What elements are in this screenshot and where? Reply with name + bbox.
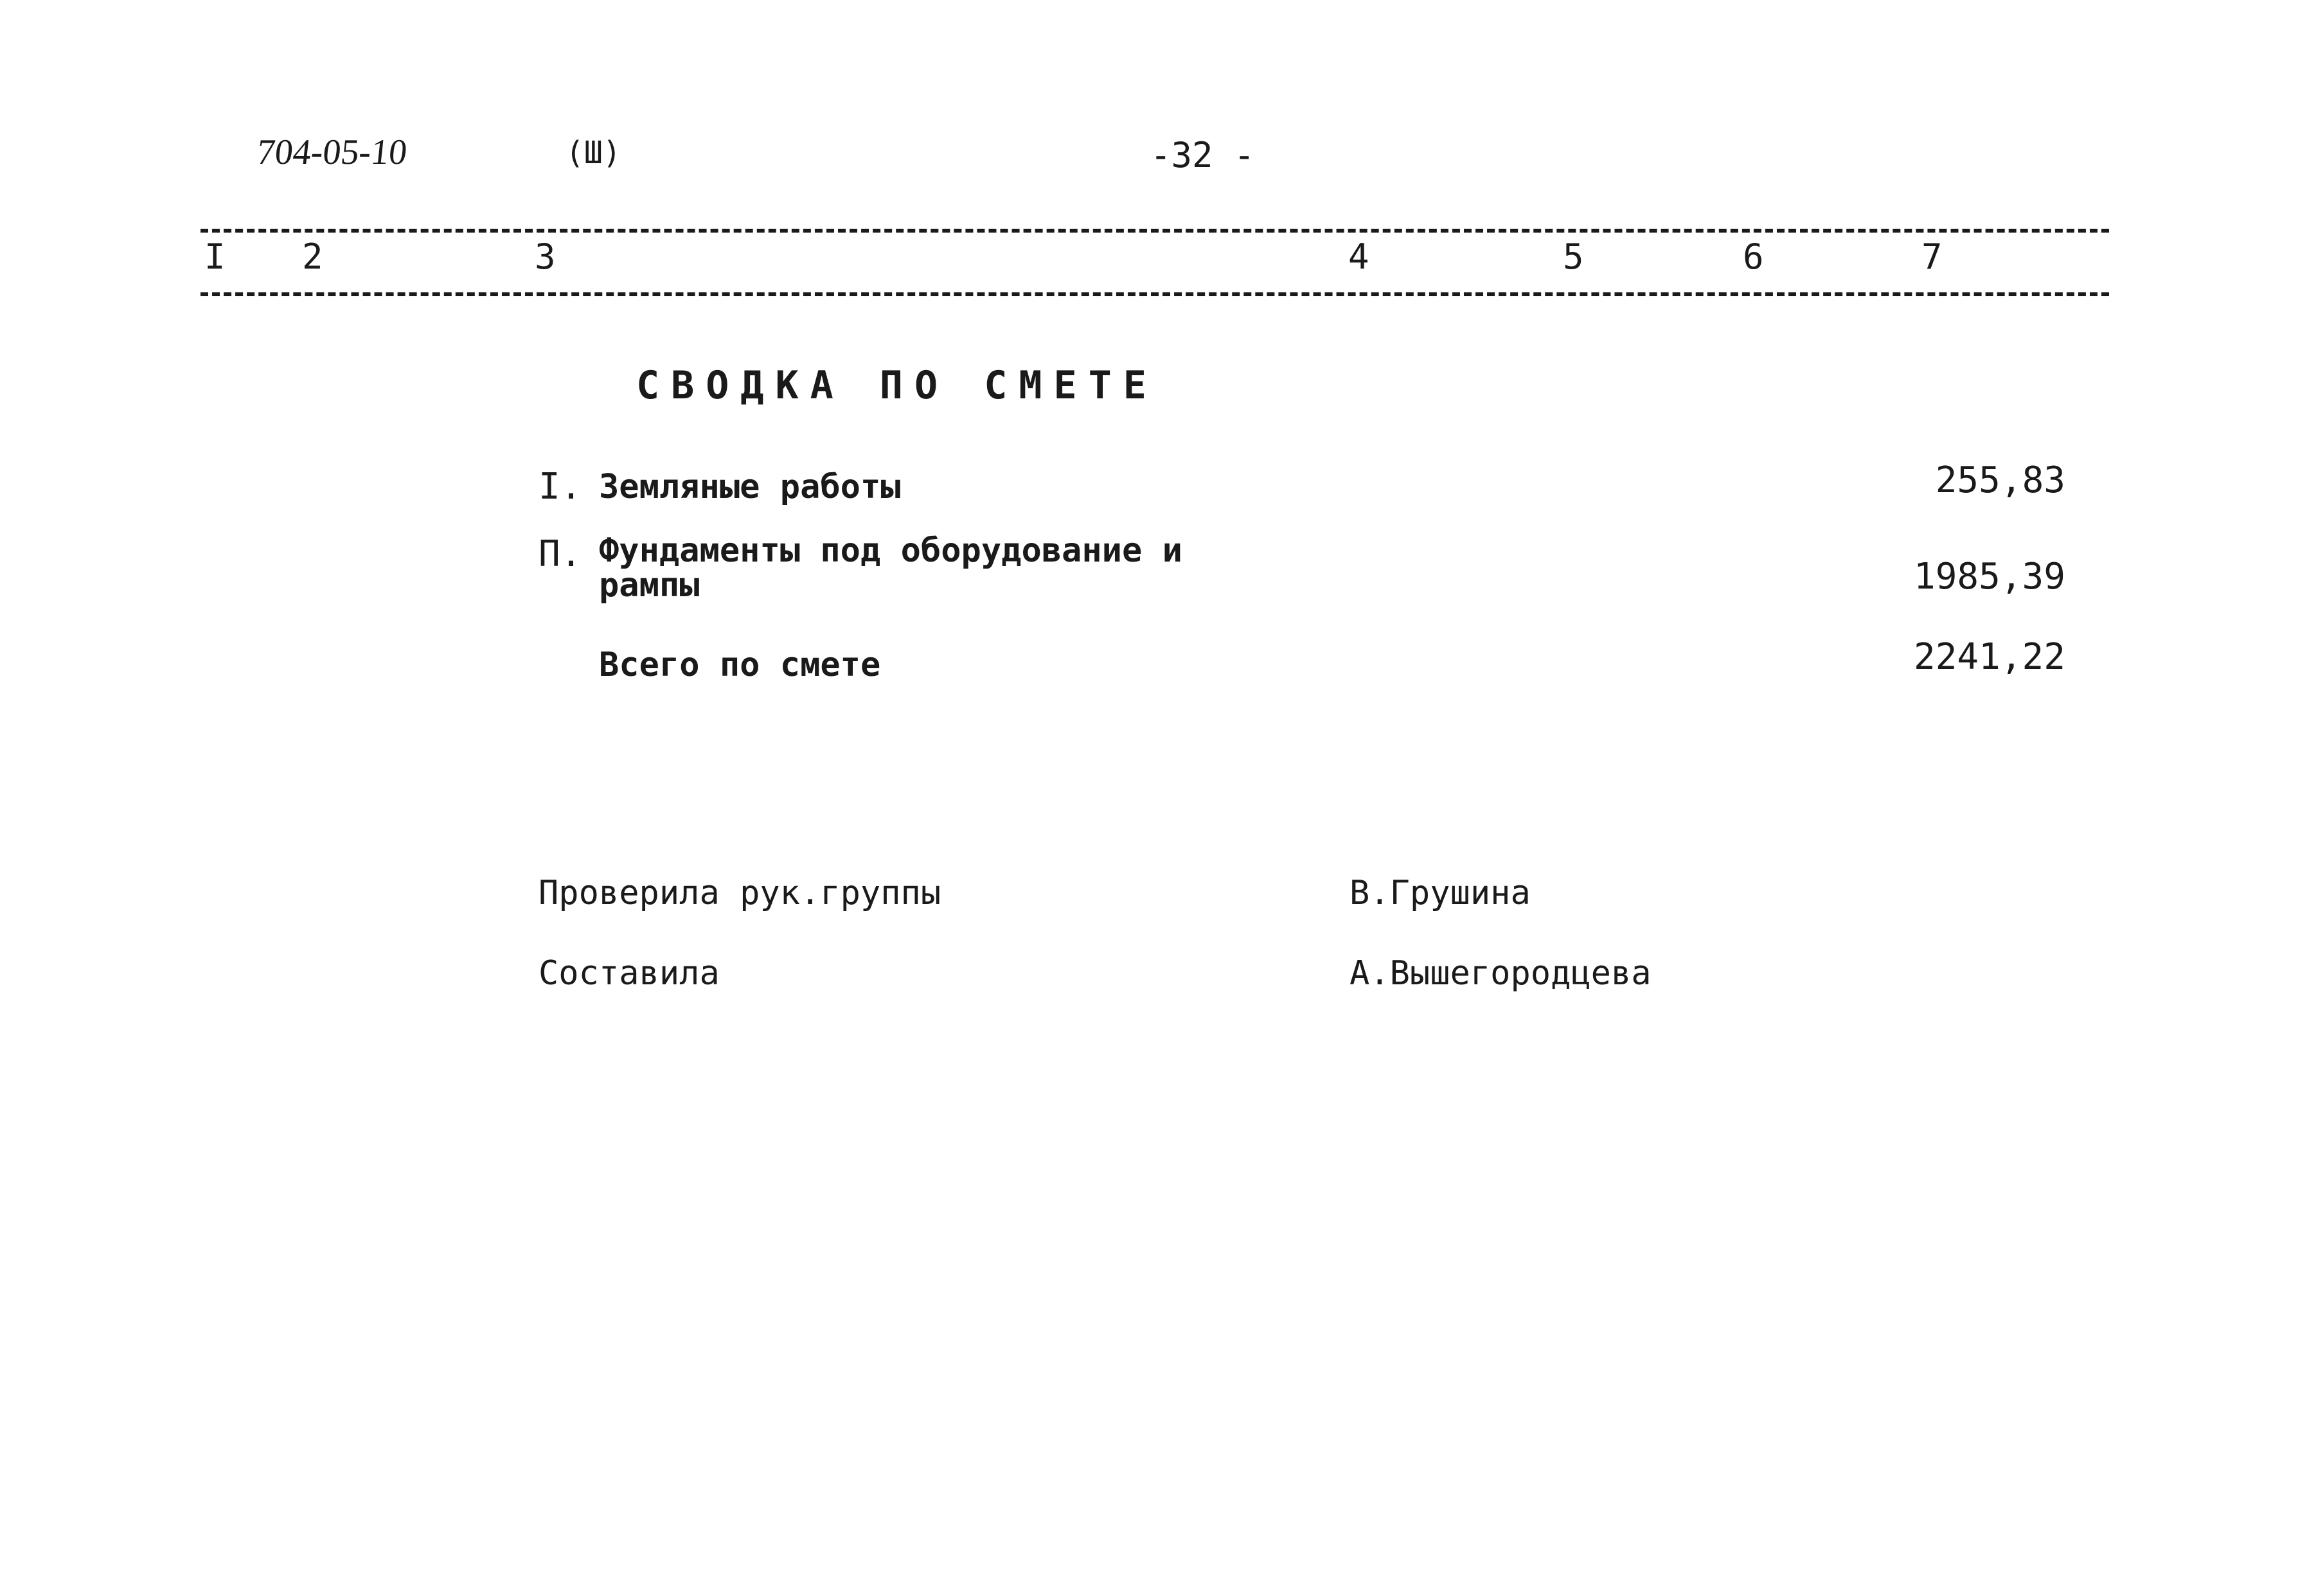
row-value: 1985,39 [1913,556,2065,598]
row-label: Земляные работы [599,468,901,506]
row-number: П. [539,533,582,575]
column-number-6: 6 [1743,236,1764,277]
column-number-5: 5 [1563,236,1584,277]
dashed-rule-bottom [200,292,2109,296]
column-number-4: 4 [1348,236,1369,277]
page-number: -32 - [1150,135,1255,175]
total-label: Всего по смете [599,646,881,684]
summary-title: СВОДКА ПО СМЕТЕ [636,363,1158,408]
column-number-1: I [204,236,226,277]
document-part: (Ш) [566,135,621,171]
row-label: Фундаменты под оборудование и рампы [599,531,1182,605]
dashed-rule-top [200,229,2109,233]
row-value: 255,83 [1935,459,2065,501]
signature-name-checked: В.Грушина [1350,874,1531,912]
total-value: 2241,22 [1913,636,2065,678]
document-code: 704-05-10 [254,132,409,172]
signature-name-compiled: А.Вышегородцева [1350,954,1652,993]
row-number: I. [539,466,582,508]
column-number-7: 7 [1921,236,1943,277]
column-number-3: 3 [535,236,556,277]
signature-role-checked: Проверила рук.группы [539,874,941,912]
column-number-2: 2 [302,236,323,277]
signature-role-compiled: Составила [539,954,720,993]
